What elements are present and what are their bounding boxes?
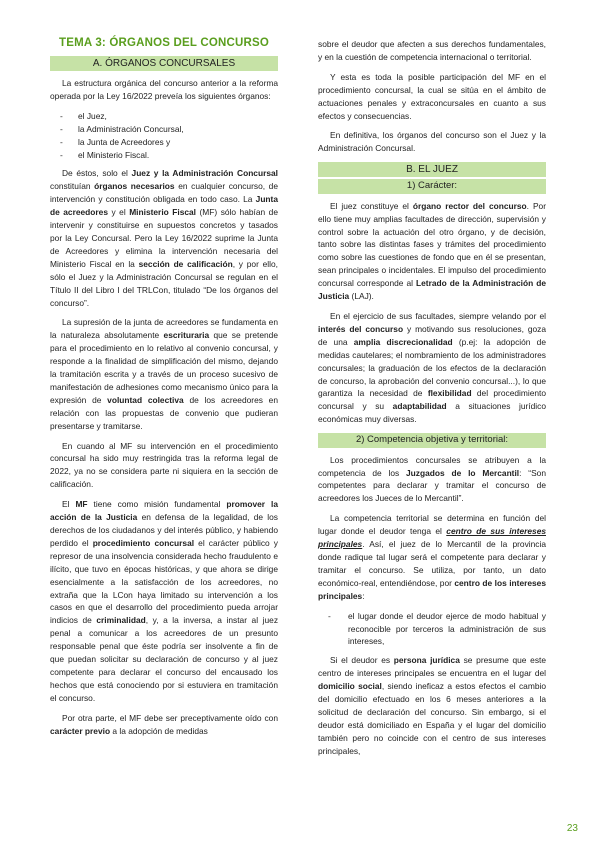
paragraph: En cuando al MF su intervención en el procedimiento concursal ha sido muy restringida tras la reforma legal de 2022, ya no se considera parte ni siquiera en la sección de calificación.	[50, 440, 278, 490]
list-item: - el Juez,	[60, 110, 278, 123]
text-run: :	[362, 590, 365, 601]
bold-run: adaptabilidad	[392, 401, 447, 412]
text-run: , y, a la inversa, a instar al juez penal a comunicar a los acreedores de un presunto responsable penal que éste podría ser insolvente a fin de que puedan solicitar su declaración de concurso y al juez competente para declarar el concurso del encausado los hechos que está conociendo por si estuviera en tramitación el concurso.	[50, 615, 279, 703]
bold-run: centro de sus intereses principales	[318, 526, 547, 550]
text-run: tiene como misión fundamental	[87, 499, 227, 510]
bold-run: carácter previo	[50, 725, 111, 736]
right-column	[318, 38, 546, 765]
list-item: - la Administración Concursal,	[60, 123, 278, 136]
paragraph	[50, 316, 278, 432]
bold-run: flexibilidad	[427, 388, 472, 399]
bold-run: persona jurídica	[393, 655, 460, 666]
text-run: La competencia territorial se determina en función del lugar donde el deudor tenga el	[318, 513, 546, 537]
text-run: . Así, el juez de lo Mercantil de la provincia donde radique tal lugar será el competente para declarar y tramitar el concurso. Se utiliza, por tanto, un dato económico-real, entendiéndose, por	[318, 539, 546, 588]
organs-list	[50, 110, 278, 162]
list-item: - el lugar donde el deudor ejerce de modo habitual y reconocible por terceros la administración de sus intereses,	[318, 610, 546, 649]
text-run: en defensa de la legalidad, de los derechos de los ciudadanos y del interés público, y habiendo perdido el	[50, 512, 278, 548]
text-run: de los acreedores en relación con las propuestas de convenio que pudieran presentarse y tramitarse.	[50, 394, 278, 431]
text-run: . Por ello tiene muy amplias facultades de dirección, supervisión y control sobre la actuación del otro órgano, y de decisión, tanto sobre las distintas fases y trámites del procedimiento como sobre las cuestiones de fondo que en él se presentan, sean principales o incidentales. El impulso del procedimiento concursal corresponde al	[318, 200, 546, 289]
text-run: (MF) sólo habían de intervenir y constituirse en supuestos concretos y tasados por la Ley Concursal. Pero la Ley 16/2022 suprime la Junta de Acreedores y elimina la intervención necesaria del Ministerio Fiscal en la	[50, 207, 278, 269]
bold-run: promover la acción de la Justicia	[50, 499, 278, 523]
paragraph: Y esta es toda la posible participación del MF en el procedimiento concursal, la cual se sitúa en el ámbito de actuaciones penales y extraconcursales en cuanto a sus efectos y consecuencias.	[318, 71, 546, 121]
subsection-competencia-heading: 2) Competencia objetiva y territorial:	[318, 433, 546, 448]
bold-run: sección de calificación	[138, 258, 233, 269]
text-run: La supresión de la junta de acreedores se fundamenta en la naturaleza absolutamente	[50, 317, 278, 341]
paragraph	[318, 654, 546, 757]
bold-run: Letrado de la Administración de Justicia	[318, 278, 546, 302]
paragraph: sobre el deudor que afecten a sus derechos fundamentales, y en la cuestión de competencia internacional o territorial.	[318, 39, 546, 62]
text-run: Por otra parte, el MF debe ser preceptivamente oído con	[62, 712, 278, 723]
text-run: Si el deudor es	[330, 655, 394, 666]
text-run: a situaciones jurídico económicas muy diversas.	[318, 401, 546, 425]
bold-run: órgano rector del concurso	[412, 200, 527, 211]
paragraph: En definitiva, los órganos del concurso son el Juez y la Administración Concursal.	[318, 130, 546, 154]
bold-run: Juez y la Administración Concursal	[131, 168, 278, 179]
bold-run: procedimiento concursal	[92, 537, 195, 548]
bold-run: amplia discrecionalidad	[353, 336, 453, 347]
section-b-heading: B. EL JUEZ	[318, 162, 546, 177]
bold-run: interés del concurso	[318, 323, 404, 334]
paragraph	[50, 498, 278, 705]
bold-run: centro de los intereses principales	[318, 577, 546, 601]
bold-run: voluntad colectiva	[107, 394, 184, 405]
paragraph	[318, 310, 546, 426]
paragraph	[318, 512, 546, 602]
section-a-heading: A. ÓRGANOS CONCURSALES	[50, 56, 278, 71]
text-run: y motivando sus resoluciones, goza de una	[318, 323, 546, 347]
bold-run: Juzgados de lo Mercantil	[406, 467, 520, 478]
left-column	[50, 36, 278, 745]
paragraph	[318, 454, 546, 506]
bold-run: MF	[75, 499, 88, 510]
bold-run: Junta de acreedores	[50, 194, 278, 218]
text-run: Los procedimientos concursales se atribuyen a la competencia de los	[318, 454, 546, 478]
centro-list	[318, 610, 546, 649]
text-run: , siendo ineficaz a estos efectos el cambio del domicilio efectuado en los 6 meses anteriores a la solicitud de declaración del concurso. Sin embargo, si el deudor está domiciliado en España y el lugar del domicilio también pero no coincide con el centro de sus intereses principales,	[318, 681, 546, 756]
text-run: (p.ej: la adopción de medidas cautelares; el nombramiento de los administradores concursales; la graduación de los efectos de la declaración de concurso, la aprobación del convenio concursal...), lo que garantiza la necesidad de	[318, 336, 546, 399]
text-run: , y por ello, sólo el Juez y la Administración Concursal se regulan en el Título II del Libro I del TRLCon, titulado “De los órganos del concurso”.	[50, 258, 278, 308]
text-run: En el ejercicio de sus facultades, siempre velando por el	[330, 311, 546, 321]
page-number: 23	[566, 823, 578, 834]
bold-run: órganos necesarios	[94, 181, 175, 192]
bold-run: escrituraria	[163, 330, 210, 341]
list-item: - el Ministerio Fiscal.	[60, 149, 278, 162]
bold-run: Ministerio Fiscal	[129, 207, 197, 218]
list-item: - la Junta de Acreedores y	[60, 136, 278, 149]
paragraph: La estructura orgánica del concurso anterior a la reforma operada por la Ley 16/2022 preveía los siguientes órganos:	[50, 78, 278, 101]
text-run: a la adopción de medidas	[110, 725, 208, 736]
text-run: y el	[107, 207, 130, 218]
text-run: el carácter público y represor de una insolvencia considerada hecho fraudulento e ilícito, que tuvo en épocas históricas, y que ahora se dirige esencialmente a la satisfacción de los acreedores, no extraña que la LCon haya limitado su intervención a los casos en que el desarrollo del procedimiento pueda arrojar indicios de	[50, 537, 278, 626]
text-run: del procedimiento concursal y su	[318, 388, 547, 412]
page-title: TEMA 3: ÓRGANOS DEL CONCURSO	[58, 37, 270, 49]
text-run: constituían	[50, 181, 95, 192]
paragraph	[318, 200, 546, 303]
paragraph	[50, 167, 278, 309]
text-run: (LAJ).	[349, 291, 374, 302]
text-run: en cualquier concurso, de intervención y constitución obligada en todo caso. La	[50, 181, 278, 205]
text-run: El	[62, 499, 76, 510]
text-run: : “Son competentes para declarar y tramitar el concurso de acreedores los Jueces de lo Mercantil”.	[318, 467, 546, 504]
bold-run: criminalidad	[96, 615, 146, 626]
text-run: que se pretende para el procedimiento en lo relativo al convenio concursal, y responde a la finalidad de simplificación del mismo, dejando la tramitación escrita y a través de un proceso sucesivo de manifestación de adhesiones como mecanismo único para la expresión de	[50, 330, 278, 405]
text-run: De éstos, solo el	[62, 168, 132, 179]
text-run: se presume que este centro de intereses principales se encuentra en el lugar del	[318, 655, 546, 679]
paragraph	[50, 712, 278, 738]
bold-run: domicilio social	[318, 681, 382, 692]
text-run: El juez constituye el	[330, 200, 413, 211]
subsection-caracter-heading: 1) Carácter:	[318, 179, 546, 194]
